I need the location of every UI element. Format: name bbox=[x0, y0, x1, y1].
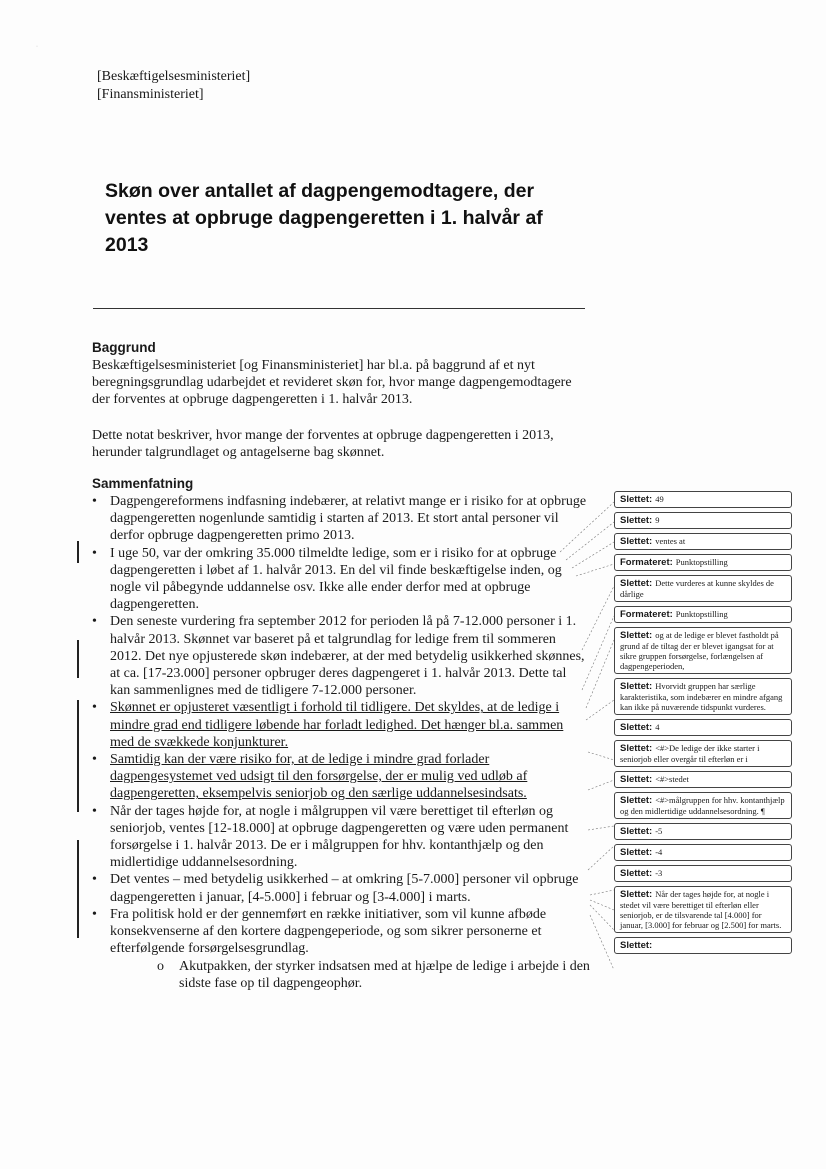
comment-label: Slettet: bbox=[620, 889, 653, 900]
comment-text: 4 bbox=[655, 722, 660, 732]
sub-bullet-marker: o bbox=[157, 959, 164, 974]
comment-text: 9 bbox=[655, 515, 660, 525]
comment-label: Slettet: bbox=[620, 630, 653, 641]
comment-text: ventes at bbox=[655, 536, 686, 546]
comment-label: Slettet: bbox=[620, 578, 653, 589]
comment-label: Slettet: bbox=[620, 494, 653, 505]
summary-bullet-list bbox=[92, 493, 587, 957]
comment-balloon[interactable] bbox=[614, 554, 792, 571]
comment-balloon[interactable] bbox=[614, 606, 792, 623]
summary-bullet: • Dagpengereformens indfasning indebærer, at relativt mange er i risiko for at opbruge dagpengeretten nogenlunde samtidig i starten af 2013. Et stort antal personer vil derfor opbruge dagpengeretten primo 2013. bbox=[92, 493, 587, 545]
summary-bullet: • I uge 50, var der omkring 35.000 tilmeldte ledige, som er i risiko for at opbruge dagpengeretten i løbet af 1. halvår 2013. En del vil finde beskæftigelse inden, og nogle vil påbegynde uddannelse osv. Ikke alle ender derfor med at opbruge dagpengeretten. bbox=[92, 545, 587, 614]
comment-balloon[interactable] bbox=[614, 740, 792, 767]
comment-label: Slettet: bbox=[620, 743, 653, 754]
comment-text: <#>De ledige der ikke starter i seniorjob eller overgår til efterløn er i bbox=[620, 743, 760, 764]
comment-balloon[interactable] bbox=[614, 719, 792, 736]
comment-label: Slettet: bbox=[620, 774, 653, 785]
comment-text: -4 bbox=[655, 847, 663, 857]
comment-label: Slettet: bbox=[620, 795, 653, 806]
title-divider bbox=[93, 308, 585, 309]
comment-connector-lines bbox=[560, 490, 620, 1050]
comment-text: Dette vurderes at kunne skyldes de dårlige bbox=[620, 578, 774, 599]
change-bar bbox=[77, 700, 79, 812]
summary-bullet-inserted: • Skønnet er opjusteret væsentligt i forhold til tidligere. Det skyldes, at de ledige i mindre grad end tidligere løbende har forladt ledighed. Det hænger bl.a. sammen med de svækkede konjunkturer. bbox=[92, 699, 587, 751]
comment-label: Formateret: bbox=[620, 557, 673, 568]
comment-label: Formateret: bbox=[620, 609, 673, 620]
comment-balloon[interactable] bbox=[614, 575, 792, 602]
comment-balloon[interactable] bbox=[614, 844, 792, 861]
comment-balloon[interactable] bbox=[614, 937, 792, 954]
comment-label: Slettet: bbox=[620, 940, 653, 951]
change-bar bbox=[77, 640, 79, 678]
comment-label: Slettet: bbox=[620, 681, 653, 692]
comment-text: Hvorvidt gruppen har særlige karakteristika, som indebærer en mindre afgang kan ikke på nuværende tidspunkt vurderes. bbox=[620, 681, 783, 712]
comment-balloon[interactable] bbox=[614, 865, 792, 882]
ministry-line-2: [Finansministeriet] bbox=[97, 87, 204, 102]
comment-text: 49 bbox=[655, 494, 664, 504]
comment-balloon[interactable] bbox=[614, 678, 792, 715]
change-bar bbox=[77, 840, 79, 938]
comment-label: Slettet: bbox=[620, 722, 653, 733]
section-heading-sammenfatning: Sammenfatning bbox=[92, 476, 194, 491]
document-title: Skøn over antallet af dagpengemodtagere, der ventes at opbruge dagpengeretten i 1. halvår af 2013 bbox=[105, 180, 543, 256]
comment-text: Punktopstilling bbox=[675, 609, 728, 619]
comment-balloon[interactable] bbox=[614, 533, 792, 550]
ministry-line-1: [Beskæftigelsesministeriet] bbox=[97, 69, 251, 84]
comment-balloon[interactable] bbox=[614, 823, 792, 840]
comment-balloon[interactable] bbox=[614, 771, 792, 788]
sub-item-text: Akutpakken, der styrker indsatsen med at hjælpe de ledige i arbejde i den sidste fase op til dagpengeophør. bbox=[179, 959, 590, 991]
scan-speck: · bbox=[36, 44, 38, 50]
section-heading-baggrund: Baggrund bbox=[92, 340, 156, 355]
comment-balloon[interactable] bbox=[614, 886, 792, 933]
comment-balloon[interactable] bbox=[614, 512, 792, 529]
comment-label: Slettet: bbox=[620, 536, 653, 547]
summary-bullet-inserted: • Samtidig kan der være risiko for, at de ledige i mindre grad forlader dagpengesystemet ved udsigt til den forsørgelse, der er mulig ved udløb af dagpengeretten, eksempelvis seniorjob og den særlige uddannelsesindsats. bbox=[92, 751, 587, 803]
summary-bullet: • Når der tages højde for, at nogle i målgruppen vil være berettiget til efterløn og seniorjob, ventes [12-18.000] at opbruge dagpengeretten og være uden permanent forsørgelse i 1. halvår 2013. De er i målgruppen for hhv. kontanthjælp og den midlertidige uddannelsesordning. bbox=[92, 803, 587, 872]
change-bar bbox=[77, 541, 79, 563]
comment-label: Slettet: bbox=[620, 868, 653, 879]
comment-text: og at de ledige er blevet fastholdt på grund af de tiltag der er blevet igangsat for at sikre gruppen forsørgelse, forlængelsen af dagpengeperioden, bbox=[620, 630, 779, 671]
comment-text: -5 bbox=[655, 826, 663, 836]
comment-label: Slettet: bbox=[620, 826, 653, 837]
summary-bullet: • Fra politisk hold er der gennemført en række initiativer, som vil kunne afbøde konsekvenserne af den kortere dagpengeperiode, og som sikrer personerne et efterfølgende forsørgelsesgrundlag. bbox=[92, 906, 587, 958]
comment-balloon[interactable] bbox=[614, 491, 792, 508]
comment-label: Slettet: bbox=[620, 515, 653, 526]
comment-label: Slettet: bbox=[620, 847, 653, 858]
baggrund-paragraph-1: Beskæftigelsesministeriet [og Finansministeriet] har bl.a. på baggrund af et nyt beregningsgrundlag udarbejdet et revideret skøn for, hvor mange dagpengemodtagere der forventes at opbruge dagpengeretten i 1. halvår 2013. bbox=[92, 358, 572, 407]
comment-text: <#>målgruppen for hhv. kontanthjælp og den midlertidige uddannelsesordning. ¶ bbox=[620, 795, 785, 816]
summary-bullet: • Den seneste vurdering fra september 2012 for perioden lå på 7-12.000 personer i 1. halvår 2013. Skønnet var baseret på et talgrundlag for ledige frem til sommeren 2012. Det nye opjusterede skøn indebærer, at der med betydelig usikkerhed skønnes, at ca. [17-23.000] personer opbruger deres dagpengeret i 1. halvår 2013. Dette tal kan sammenlignes med de tidligere 7-12.000 personer. bbox=[92, 613, 587, 699]
summary-bullet: • Det ventes – med betydelig usikkerhed – at omkring [5-7.000] personer vil opbruge dagpengeretten i januar, [4-5.000] i februar og [3-4.000] i marts. bbox=[92, 871, 587, 905]
comment-balloon-column bbox=[614, 491, 792, 958]
comment-balloon[interactable] bbox=[614, 627, 792, 674]
baggrund-paragraph-2: Dette notat beskriver, hvor mange der forventes at opbruge dagpengeretten i 2013, herunder talgrundlaget og antagelserne bag skønnet. bbox=[92, 428, 554, 460]
summary-sub-item bbox=[157, 958, 599, 992]
comment-balloon[interactable] bbox=[614, 792, 792, 819]
comment-text: <#>stedet bbox=[655, 774, 689, 784]
comment-text: -3 bbox=[655, 868, 663, 878]
document-header bbox=[97, 68, 250, 104]
comment-text: Når der tages højde for, at nogle i stedet vil være berettiget til efterløn eller seniorjob, er de tilsvarende tal [4.000] for januar, [3.000] for februar og [2.500] for marts. bbox=[620, 889, 782, 930]
comment-text: Punktopstilling bbox=[675, 557, 728, 567]
